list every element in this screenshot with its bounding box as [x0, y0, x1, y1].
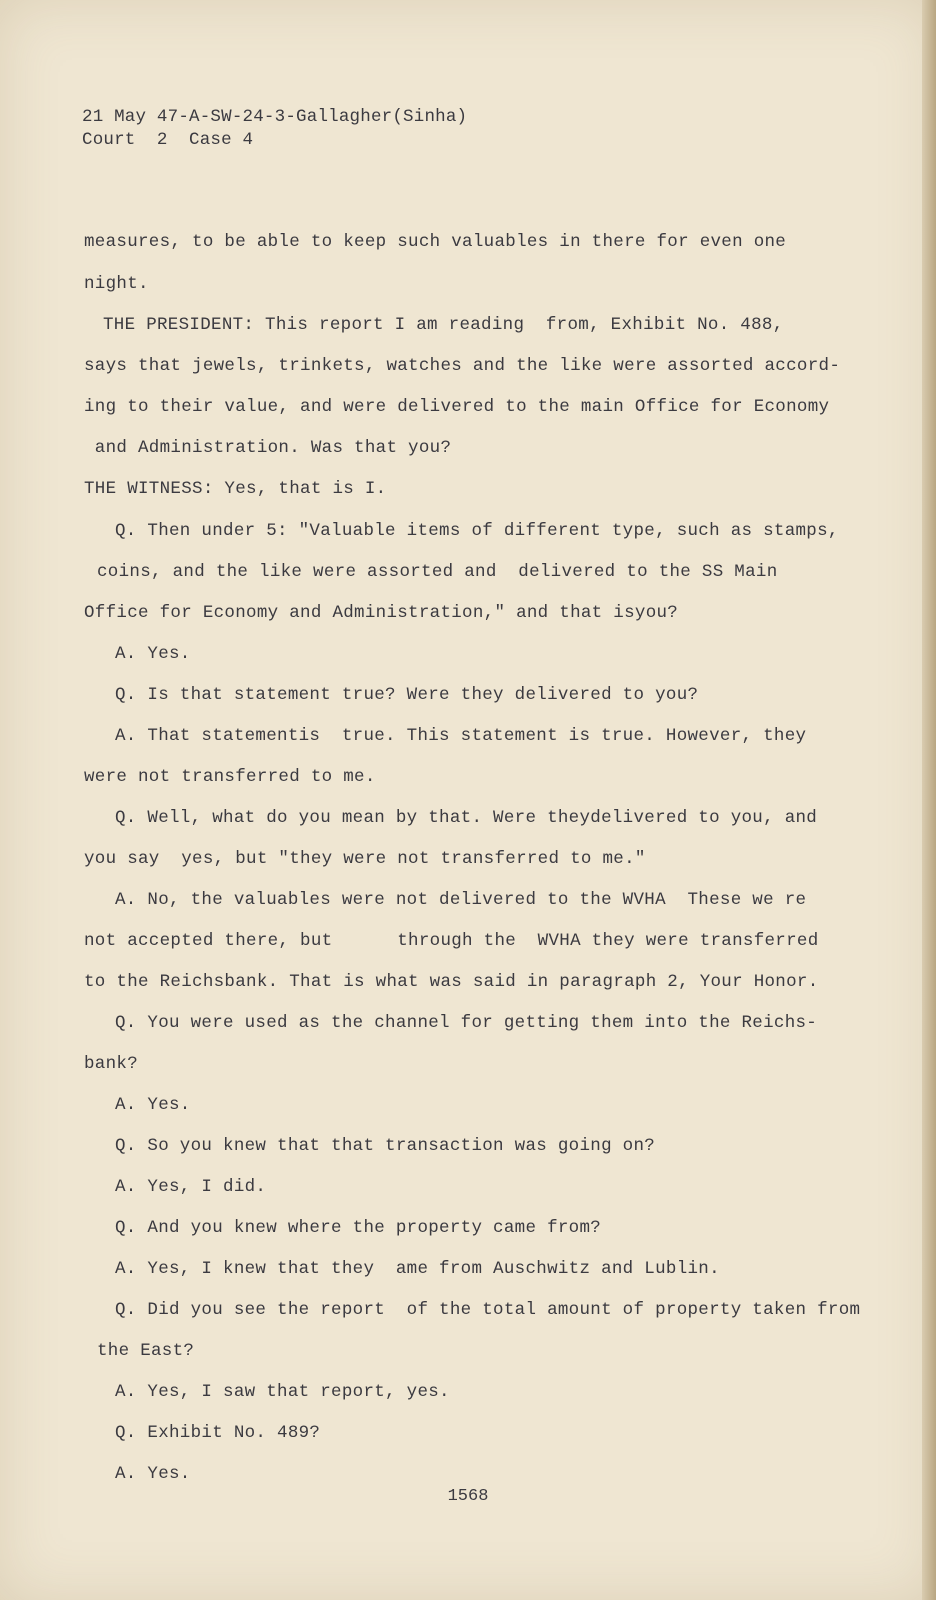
transcript-line: A. Yes. — [115, 1095, 191, 1115]
transcript-line: Q. Well, what do you mean by that. Were theydelivered to you, and — [115, 808, 818, 828]
transcript-line: the East? — [97, 1341, 195, 1361]
transcript-line: Q. So you knew that that transaction was going on? — [115, 1136, 656, 1156]
transcript-line: A. Yes, I knew that they ame from Auschwitz and Lublin. — [115, 1259, 720, 1279]
header-line-2: Court 2 Case 4 — [82, 130, 254, 150]
transcript-line: night. — [84, 274, 149, 294]
transcript-line: ing to their value, and were delivered to the main Office for Economy — [84, 397, 830, 417]
transcript-line: A. Yes. — [115, 644, 191, 664]
transcript-line: Q. Exhibit No. 489? — [115, 1423, 321, 1443]
transcript-line: THE PRESIDENT: This report I am reading from, Exhibit No. 488, — [103, 315, 784, 335]
transcript-line: bank? — [84, 1054, 139, 1074]
transcript-line: not accepted there, but through the WVHA they were transferred — [84, 931, 819, 951]
transcript-line: Q. Did you see the report of the total amount of property taken from — [115, 1300, 861, 1320]
transcript-line: to the Reichsbank. That is what was said in paragraph 2, Your Honor. — [84, 972, 819, 992]
transcript-line: A. That statementis true. This statement is true. However, they — [115, 726, 807, 746]
page-edge — [922, 0, 936, 1600]
transcript-line: you say yes, but "they were not transferred to me." — [84, 849, 646, 869]
transcript-line: were not transferred to me. — [84, 767, 376, 787]
transcript-line: A. Yes, I saw that report, yes. — [115, 1382, 450, 1402]
transcript-line: Q. Then under 5: "Valuable items of different type, such as stamps, — [115, 521, 839, 541]
transcript-line: A. Yes. — [115, 1464, 191, 1484]
page-header — [82, 106, 467, 152]
transcript-line: Q. You were used as the channel for getting them into the Reichs- — [115, 1013, 818, 1033]
transcript-line: measures, to be able to keep such valuables in there for even one — [84, 232, 787, 252]
transcript-line: says that jewels, trinkets, watches and the like were assorted accord- — [84, 356, 841, 376]
transcript-line: coins, and the like were assorted and delivered to the SS Main — [97, 562, 778, 582]
transcript-line: Q. And you knew where the property came from? — [115, 1218, 602, 1238]
transcript-line: Office for Economy and Administration," and that isyou? — [84, 603, 679, 623]
header-line-1: 21 May 47-A-SW-24-3-Gallagher(Sinha) — [82, 107, 468, 127]
page-number: 1568 — [447, 1487, 489, 1506]
transcript-line: Q. Is that statement true? Were they delivered to you? — [115, 685, 699, 705]
transcript-line: A. Yes, I did. — [115, 1177, 267, 1197]
transcript-line: THE WITNESS: Yes, that is I. — [84, 479, 387, 499]
transcript-line: and Administration. Was that you? — [84, 438, 452, 458]
transcript-line: A. No, the valuables were not delivered to the WVHA These we re — [115, 890, 807, 910]
